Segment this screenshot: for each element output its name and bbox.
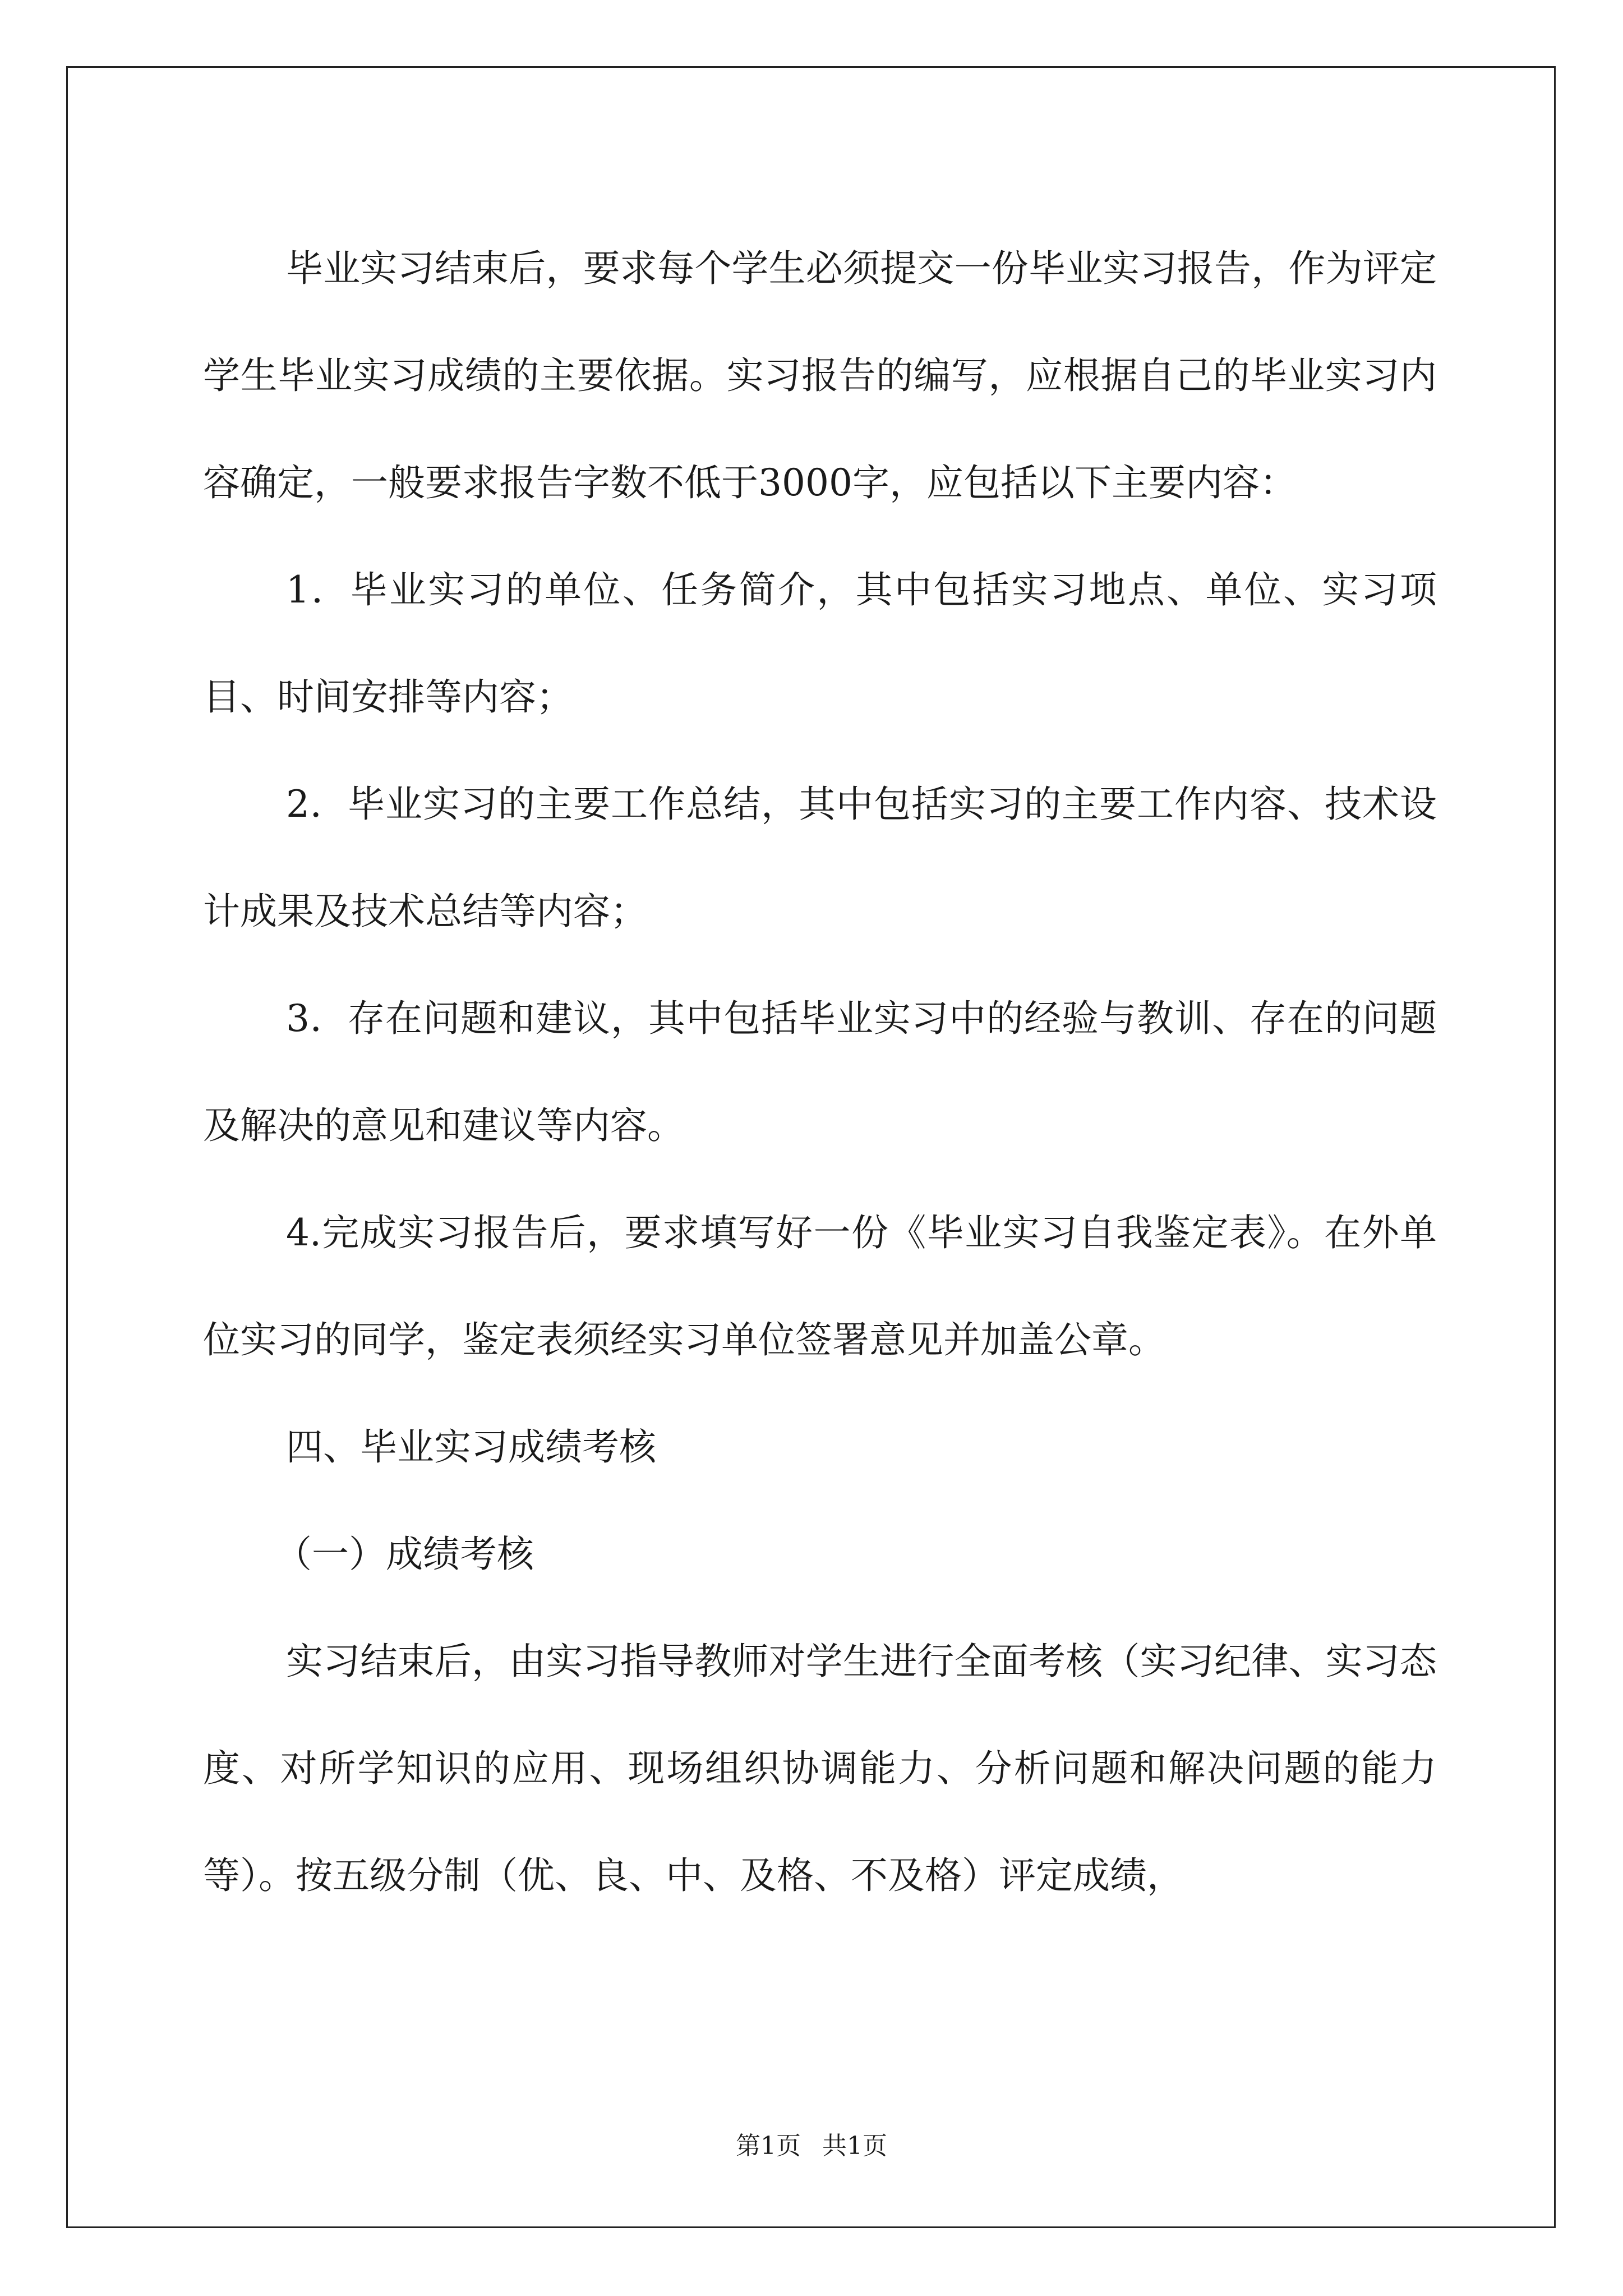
list-item-4: 4.完成实习报告后，要求填写好一份《毕业实习自我鉴定表》。在外单位实习的同学，鉴定表须经实习单位签署意见并加盖公章。 <box>203 1211 1437 1361</box>
list-item-2: 2．毕业实习的主要工作总结，其中包括实习的主要工作内容、技术设计成果及技术总结等内容； <box>203 783 1437 933</box>
section-heading: 四、毕业实习成绩考核 <box>286 1425 656 1469</box>
page-number: 第1页 <box>736 2132 801 2160</box>
page-total: 共1页 <box>822 2132 887 2160</box>
page-footer <box>0 2129 1623 2163</box>
paragraph-report-requirement: 毕业实习结束后，要求每个学生必须提交一份毕业实习报告，作为评定学生毕业实习成绩的主要依据。实习报告的编写，应根据自己的毕业实习内容确定，一般要求报告字数不低于3000字，应包括以下主要内容： <box>203 247 1437 504</box>
paragraph-assessment: 实习结束后，由实习指导教师对学生进行全面考核（实习纪律、实习态度、对所学知识的应用、现场组织协调能力、分析问题和解决问题的能力等）。按五级分制（优、良、中、及格、不及格）评定成绩， <box>203 1640 1437 1897</box>
list-item-1: 1．毕业实习的单位、任务简介，其中包括实习地点、单位、实习项目、时间安排等内容； <box>203 568 1437 719</box>
subsection-heading: （一）成绩考核 <box>275 1533 534 1576</box>
list-item-3: 3．存在问题和建议，其中包括毕业实习中的经验与教训、存在的问题及解决的意见和建议等内容。 <box>203 997 1437 1147</box>
document-body <box>203 215 1437 1929</box>
